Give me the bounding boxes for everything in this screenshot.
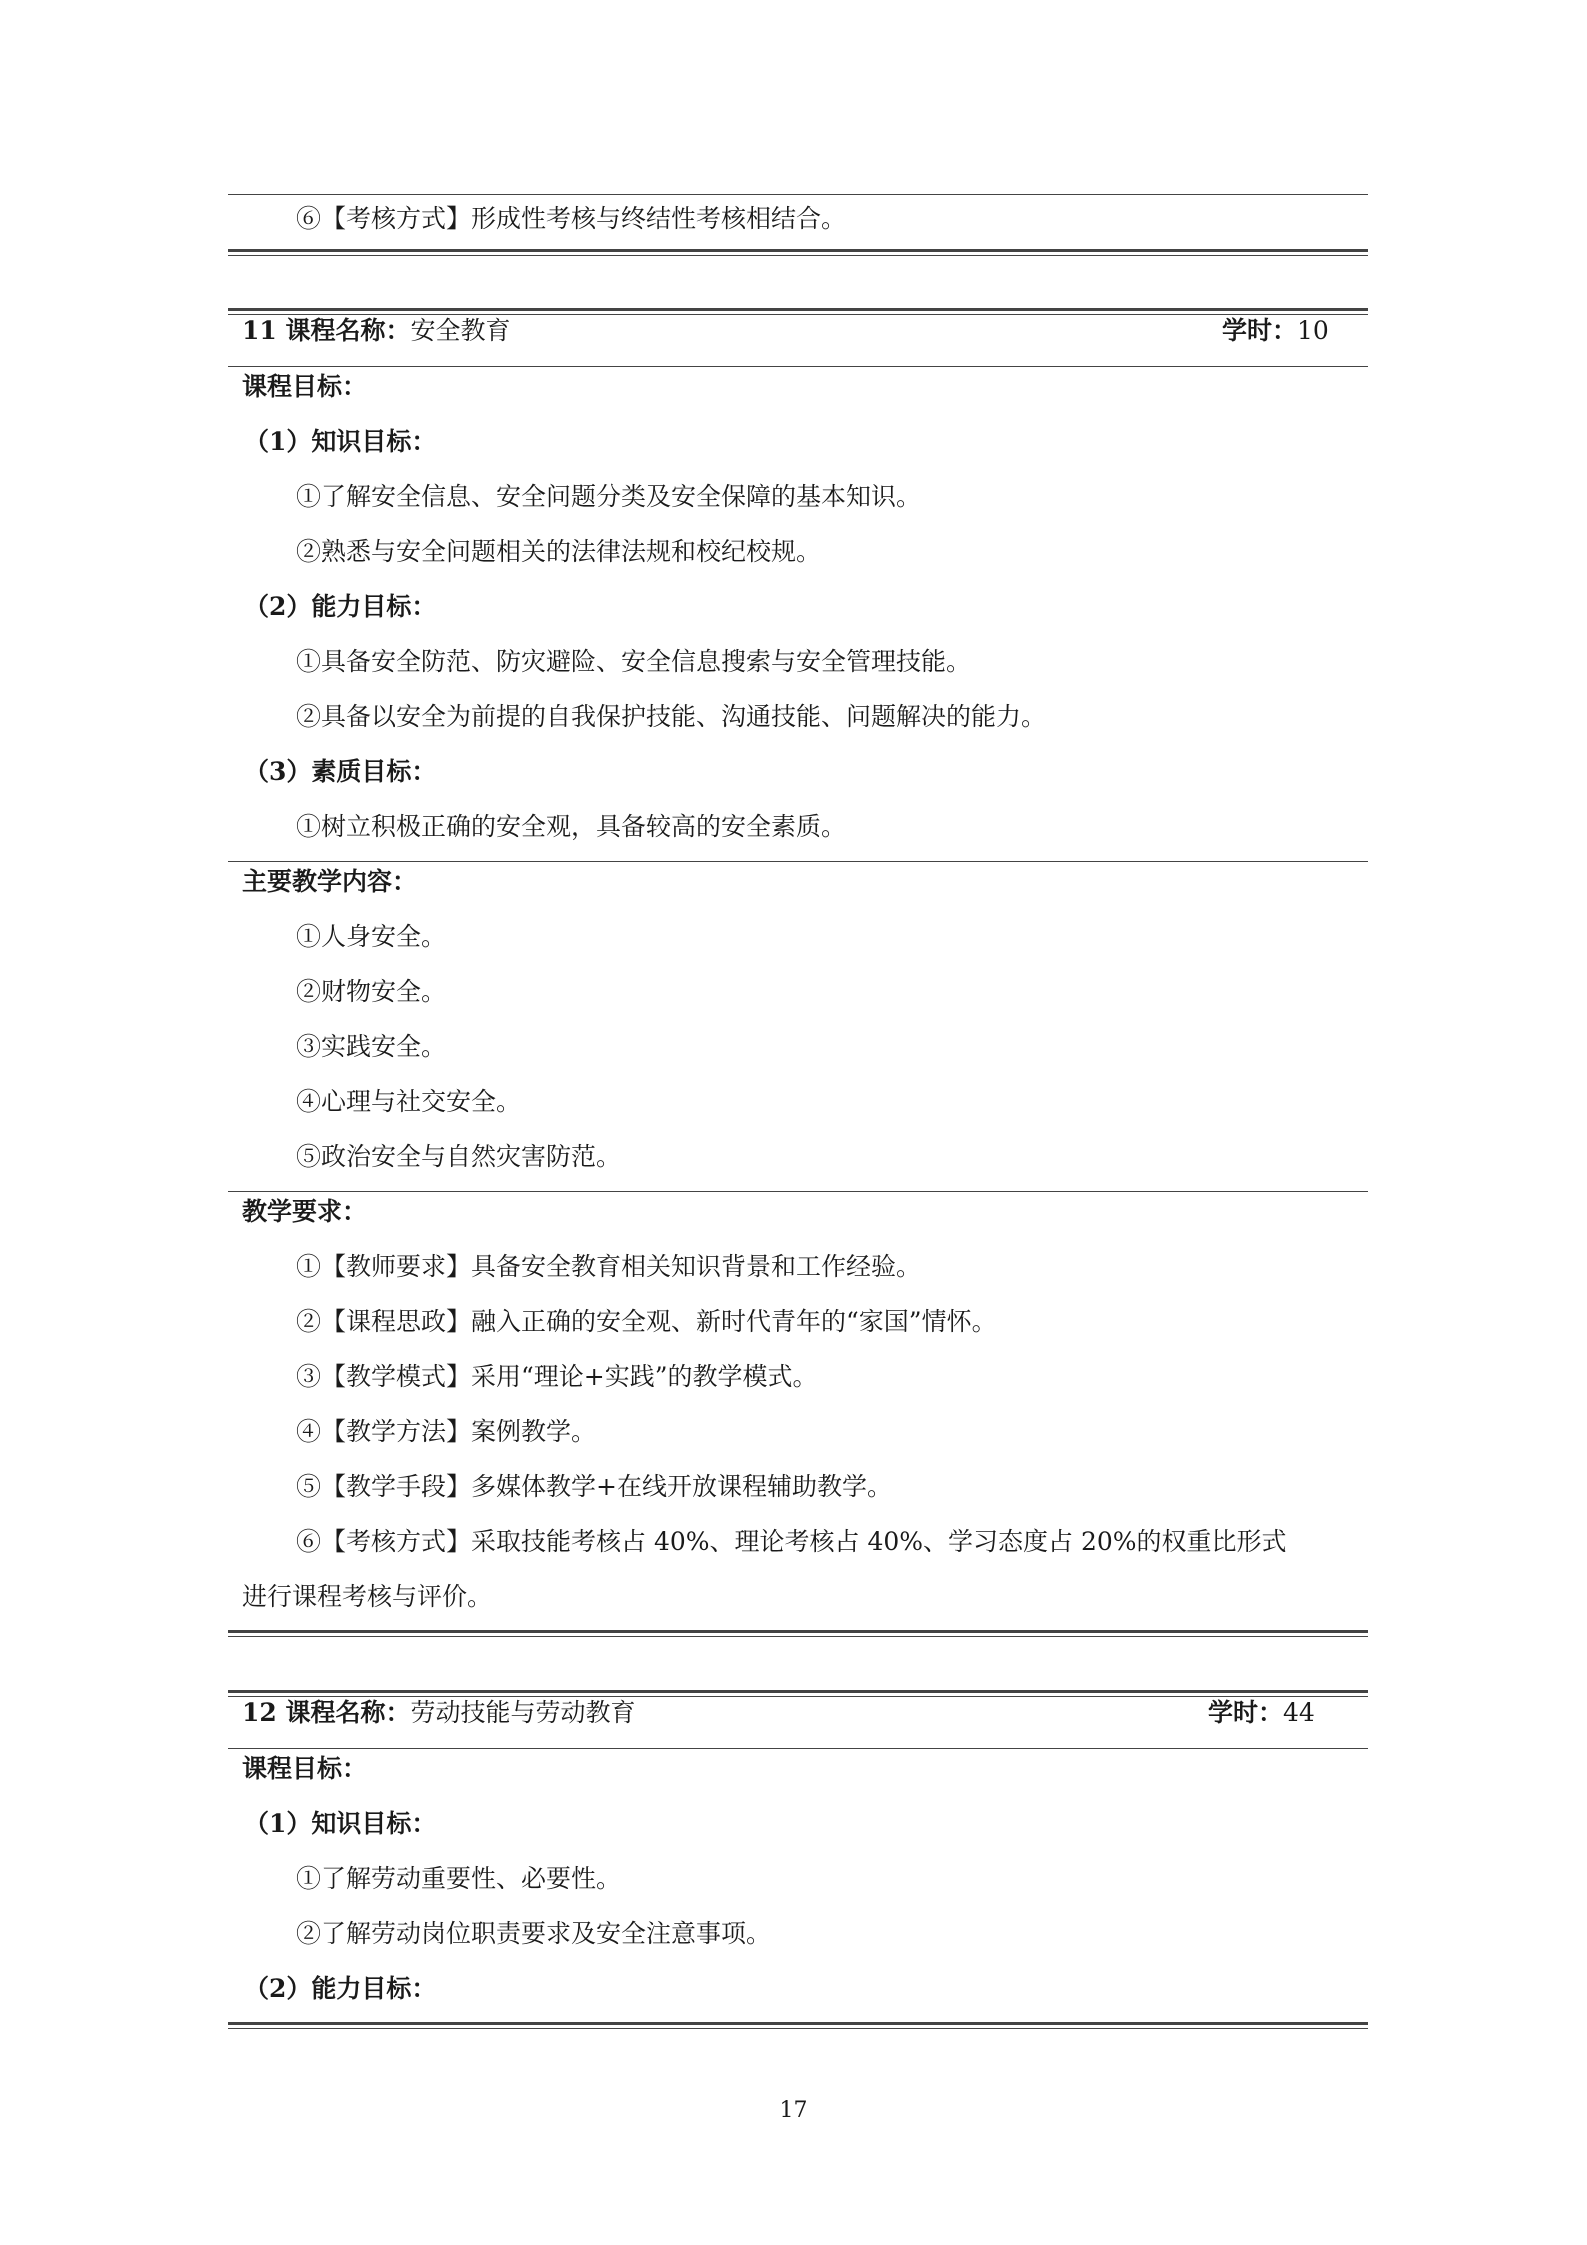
- requirement-item: ②【课程思政】融入正确的安全观、新时代青年的“家国”情怀。: [296, 1307, 997, 1336]
- knowledge-item: ①了解安全信息、安全问题分类及安全保障的基本知识。: [296, 482, 922, 511]
- rule-double: [228, 249, 1368, 256]
- requirement-item: ⑤【教学手段】多媒体教学+在线开放课程辅助教学。: [296, 1472, 892, 1501]
- course-name: 劳动技能与劳动教育: [410, 1698, 636, 1727]
- content-item: ③实践安全。: [296, 1032, 447, 1061]
- content-title: 主要教学内容：: [242, 867, 418, 896]
- quality-title: （3）素质目标：: [244, 757, 437, 786]
- course-name-label: 11 课程名称：: [242, 316, 411, 345]
- hours-label: 学时：: [1208, 1698, 1284, 1727]
- rule-double: [228, 1630, 1368, 1637]
- knowledge-title: （1）知识目标：: [244, 1809, 437, 1838]
- rule: [228, 194, 1368, 195]
- requirement-item: ①【教师要求】具备安全教育相关知识背景和工作经验。: [296, 1252, 922, 1281]
- ability-title: （2）能力目标：: [244, 592, 437, 621]
- ability-title: （2）能力目标：: [244, 1974, 437, 2003]
- course-header: [242, 1700, 636, 1725]
- requirement-item: ④【教学方法】案例教学。: [296, 1417, 597, 1446]
- course-hours: [1222, 318, 1329, 343]
- knowledge-item: ①了解劳动重要性、必要性。: [296, 1864, 622, 1893]
- rule: [228, 1191, 1368, 1192]
- requirement-item: ③【教学模式】采用“理论+实践”的教学模式。: [296, 1362, 818, 1391]
- assessment-text: ⑥【考核方式】形成性考核与终结性考核相结合。: [296, 204, 847, 233]
- rule: [228, 861, 1368, 862]
- knowledge-item: ②了解劳动岗位职责要求及安全注意事项。: [296, 1919, 772, 1948]
- ability-item: ②具备以安全为前提的自我保护技能、沟通技能、问题解决的能力。: [296, 702, 1047, 731]
- requirement-item-continued: 进行课程考核与评价。: [242, 1582, 493, 1611]
- quality-item: ①树立积极正确的安全观，具备较高的安全素质。: [296, 812, 847, 841]
- requirements-title: 教学要求：: [242, 1197, 368, 1226]
- knowledge-item: ②熟悉与安全问题相关的法律法规和校纪校规。: [296, 537, 822, 566]
- content-item: ④心理与社交安全。: [296, 1087, 522, 1116]
- rule: [228, 366, 1368, 367]
- page-number: 17: [779, 2098, 808, 2123]
- content-item: ②财物安全。: [296, 977, 447, 1006]
- content-item: ①人身安全。: [296, 922, 447, 951]
- rule-double: [228, 2022, 1368, 2029]
- goals-title: 课程目标：: [242, 1754, 368, 1783]
- rule-double: [228, 1690, 1368, 1697]
- hours-value: 10: [1297, 316, 1329, 345]
- course-12: [228, 1690, 1368, 2030]
- course-11: [228, 308, 1368, 1638]
- goals-title: 课程目标：: [242, 372, 368, 401]
- content-item: ⑤政治安全与自然灾害防范。: [296, 1142, 622, 1171]
- ability-item: ①具备安全防范、防灾避险、安全信息搜索与安全管理技能。: [296, 647, 972, 676]
- hours-value: 44: [1283, 1698, 1315, 1727]
- rule-double: [228, 308, 1368, 315]
- course-name-label: 12 课程名称：: [242, 1698, 411, 1727]
- previous-course-tail: [228, 194, 1368, 254]
- course-header: [242, 318, 511, 343]
- knowledge-title: （1）知识目标：: [244, 427, 437, 456]
- hours-label: 学时：: [1222, 316, 1298, 345]
- course-hours: [1208, 1700, 1315, 1725]
- course-name: 安全教育: [410, 316, 511, 345]
- requirement-item: ⑥【考核方式】采取技能考核占 40%、理论考核占 40%、学习态度占 20%的权重比形式: [296, 1527, 1287, 1556]
- rule: [228, 1748, 1368, 1749]
